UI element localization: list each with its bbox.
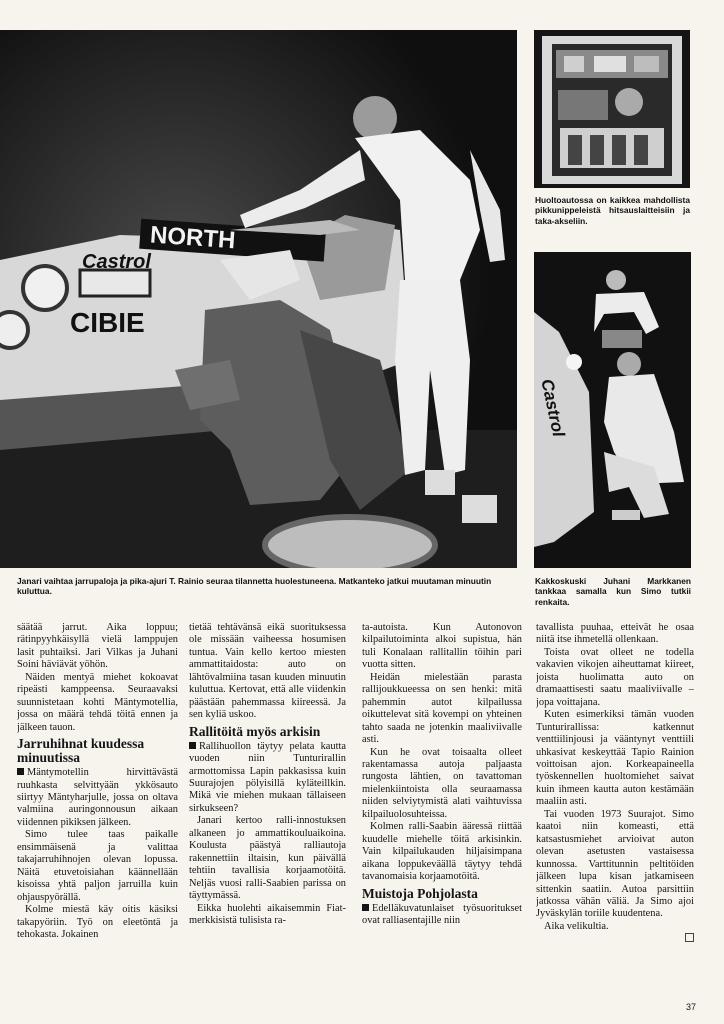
service-van-interior-photo-icon [534,30,690,188]
caption-main: Janari vaihtaa jarrupaloja ja pika-ajuri T. Rainio seuraa tilannetta huolestuneena. Matkanteko jatkui muutaman minuutin kuluttua. [17,576,492,597]
rally-car-service-photo-icon [0,30,517,568]
paragraph: Kolme miestä käy oitis käsiksi takapyöriin. Työ on eleetöntä ja tehokasta. Jokainen [17,904,178,940]
paragraph: Aika velikultia. [544,920,609,932]
paragraph: säätää jarrut. Aika loppuu; rätinpyyhkäisyllä vielä lamppujen lasit puhtaiksi. Jari Vilkas ja Juhani Soini häviävät yöhön. [17,622,178,671]
paragraph: Rallihuollon täytyy pelata kautta vuoden niin Tunturirallin armottomissa Lapin pakkasissa kuin Suurajojen pölyisillä kyläteillkin. Mikä vie miehen mukaan tällaiseen sirkukseen? [189,740,346,814]
refueling-photo-icon [534,252,691,568]
paragraph: Kuten esimerkiksi tämän vuoden Tunturirallissa: katkennut venttiilinjousi ja vääntynyt venttiili uhkasivat keskeyttää Tapio Rainion voittoisan ajon. Korkeapaineella työskennellen huoltomiehet saivat kuin ihmeen kautta auton kestämään maaliin asti. [536,709,694,808]
subheading: Jarruhihnat kuudessa minuutissa [17,736,145,766]
article-column-1 [17,622,178,994]
square-bullet-icon [17,768,24,775]
subheading: Muistoja Pohjolasta [362,885,478,901]
paragraph: Edelläkuvatunlaiset työsuoritukset ovat ralliasentajille niin [362,902,522,926]
svg-text:Castrol: Castrol [537,377,569,439]
refueling-photo [534,252,691,568]
article-column-3 [362,622,522,994]
paragraph: Eikka huolehti aikaisemmin Fiat-merkkisistä tulisista ra- [189,902,346,926]
svg-text:NORTH: NORTH [149,221,237,255]
paragraph: Kun he ovat toisaalta olleet rakentamassa autoja paljaasta rungosta lähtien, on tavattoman mielenkiintoista olla seuraamassa niiden selviytymistä alati vaihtuvissa kilpailuolosuhteissa. [362,746,522,820]
article-column-4 [536,622,694,994]
paragraph: Mäntymotellin hirvittävästä ruuhkasta selvittyään ykkösauto siirtyy Mäntyharjulle, jossa on oltava valmiina auringonnousun aikaan viidennen pikiksen jälkeen. [17,767,178,828]
subheading: Rallitöitä myös arkisin [189,723,321,739]
article-column-2 [189,622,346,994]
caption-bottom-right: Kakkoskuski Juhani Markkanen tankkaa samalla kun Simo tutkii renkaita. [535,576,691,607]
end-of-article-icon [685,933,694,942]
paragraph: Simo tulee taas paikalle ensimmäisenä ja valittaa takajarruhihnojen olevan lopussa. Näitä etuvetoisiahan käännellään kisoissa yhtä paljon jarruilla kuin ohjauspyörällä. [17,829,178,903]
paragraph: Kolmen ralli-Saabin ääressä riittää kuudelle miehelle töitä arkisinkin. Vain kilpailukauden hiljaisimpana aikana loppukeväällä täytyy tehdä tavanomaisia korjaamotöitä. [362,821,522,883]
paragraph: ta-autoista. Kun Autonovon kilpailutoiminta alkoi supistua, hän tuli Konalaan rallitallin töihin pari vuotta sitten. [362,622,522,671]
end-mark [536,933,694,945]
page-number: 37 [685,1002,696,1012]
main-photo [0,30,517,568]
square-bullet-icon [189,742,196,749]
paragraph: Heidän mielestään parasta rallijoukkueessa on sen henki: mitä pahemmin autot kilpailussa oikuttelevat sitä kovempi on yhteinen tahto saada ne jotenkin maaliviivalle asti. [362,671,522,746]
paragraph: Tai vuoden 1973 Suurajot. Simo kaatoi niin komeasti, että katsastusmiehet arvioivat auton olevan asetusten vastaisessa kunnossa. Varttitunnin peltitöiden jälkeen lupa kisan jatkamiseen sittenkin saatiin. Autoa parsittiin jatkossa vähän väliä. Ja Simo ajoi Jyväskylän toriile kuudentena. [536,808,694,920]
paragraph: tietää tehtävänsä eikä suorituksessa ole missään vaiheessa hosumisen tuntua. Vain kello kertoo miesten ammattitaidosta: auto on lähtövalmiina tasan kuuden minuutin kuluttua. Kertovat, että alle viidenkin päästään pahemmassa kiireessä. Ja sen kyliä uskoo. [189,622,346,721]
paragraph: Toista ovat olleet ne todella vakavien vikojen aiheuttamat kiireet, joista huolimatta auto on dramaattisesti saatu maaliviivalle – jopa voittajana. [536,646,694,708]
paragraph: Janari kertoo ralli-innostuksen alkaneen jo ammattikouluaikoina. Koulusta päästyä ralliautoja rakennettiin iltaisin, kun päivällä tehtiin tavallisia korjaamotöitä. Neljäs vuosi ralli-Saabien parissa on täyttymässä. [189,815,346,902]
paragraph: tavallista puuhaa, etteivät he osaa niitä itse ihmetellä ollenkaan. [536,622,694,646]
service-van-photo [534,30,690,188]
caption-top-right: Huoltoautossa on kaikkea mahdollista pikkunippeleistä hitsauslaitteisiin ja taka-akseliin. [535,195,690,226]
svg-text:CIBIE: CIBIE [70,307,145,338]
svg-text:Castrol: Castrol [82,251,151,273]
paragraph: Näiden mentyä miehet kokoavat ripeästi kamppeensa. Seuraavaksi suunnistetaan kohti Mäntymotellia, jossa on määrä tehdä töitä ennen ja jälkeen tauon. [17,671,178,733]
square-bullet-icon [362,904,369,911]
